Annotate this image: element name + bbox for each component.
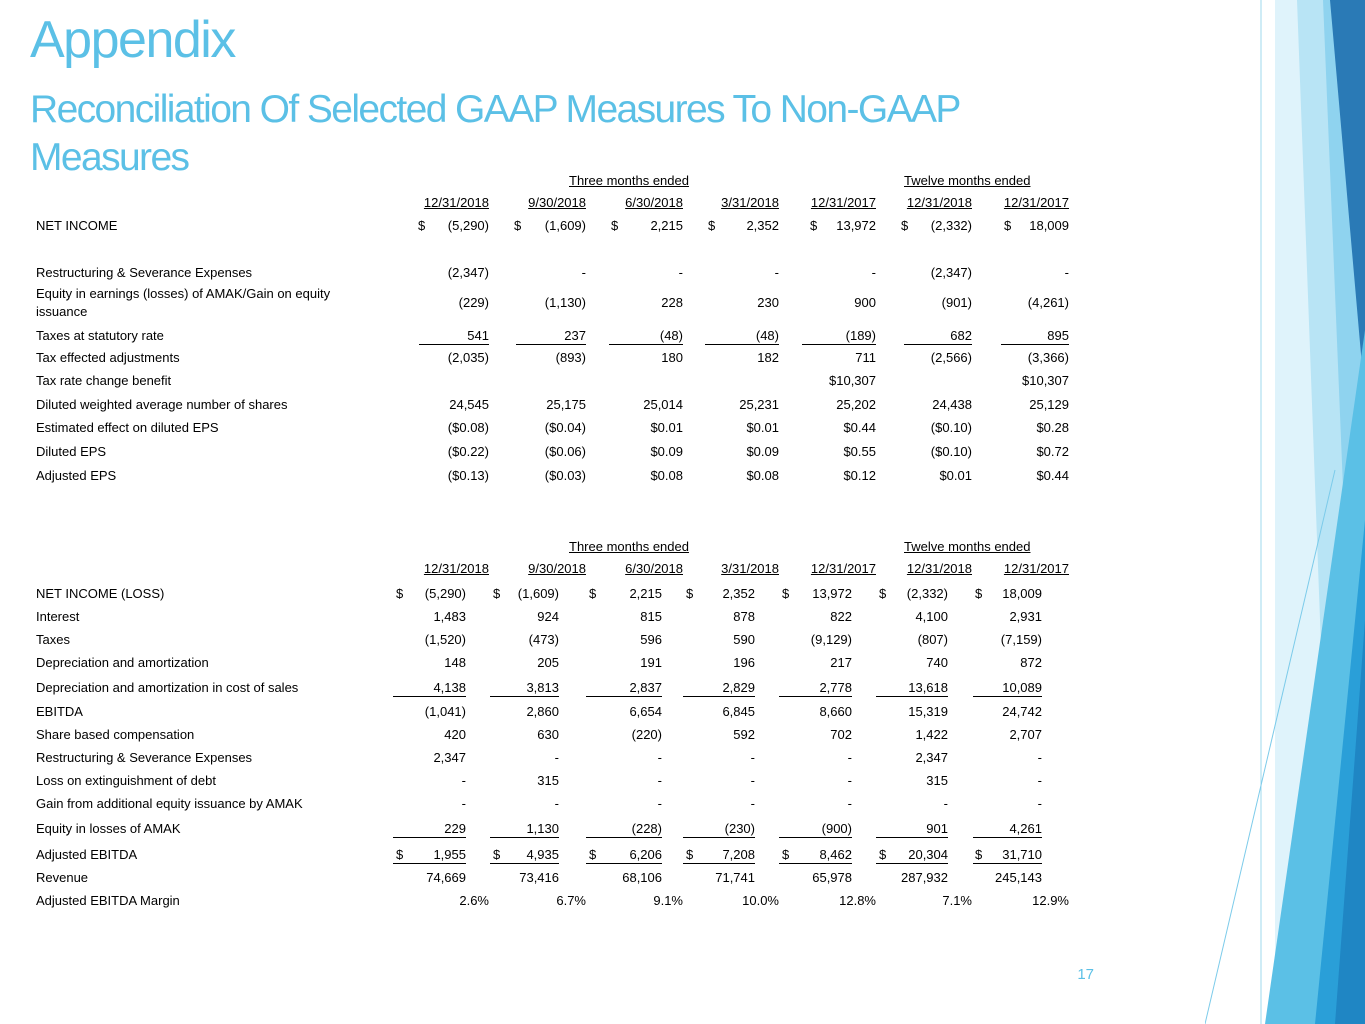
table-cell: (2,035) [447,350,489,365]
currency-symbol: $ [396,586,404,601]
table-cell: 4,100 [915,609,948,624]
table-cell: (1,609) [544,218,586,233]
table-cell: 4,261 [973,821,1042,838]
table-cell: 25,202 [836,397,876,412]
column-header: 12/31/2017 [810,195,876,210]
column-header: 12/31/2018 [423,195,489,210]
row-label: EBITDA [36,704,83,719]
currency-symbol: $ [1004,218,1012,233]
table-cell: (1,520) [424,632,466,647]
column-header: 3/31/2018 [721,561,779,576]
table-cell: $0.44 [1036,468,1069,483]
table-cell: 2,778 [779,680,852,697]
table-cell: ($0.08) [447,420,489,435]
table-cell: - [750,773,755,788]
table-cell: (228) [586,821,662,838]
table-row [0,605,1100,627]
table-cell: 73,416 [519,870,559,885]
table-cell: $0.09 [746,444,779,459]
column-header: 6/30/2018 [625,561,683,576]
row-label: Tax rate change benefit [36,373,172,388]
table-cell: 2,931 [1009,609,1042,624]
table-cell: - [657,773,662,788]
table-cell: - [847,750,852,765]
table-cell: 7.1% [942,893,972,908]
table-cell: (893) [555,350,586,365]
table-cell: - [871,265,876,280]
table-cell: ($0.10) [930,444,972,459]
table-cell: 25,014 [643,397,683,412]
table-cell: 13,972 [836,218,876,233]
currency-symbol: $ [396,847,404,862]
group-header-three-months: Three months ended [569,539,689,554]
table-cell: (2,566) [930,350,972,365]
table-cell: 9.1% [653,893,683,908]
table-cell: 25,175 [546,397,586,412]
row-label: NET INCOME [36,218,118,233]
row-label: Depreciation and amortization [36,655,209,670]
table-cell: (5,290) [424,586,466,601]
table-cell: (807) [917,632,948,647]
table-cell: $0.55 [843,444,876,459]
table-cell: 1,955 [393,847,466,864]
table-cell: 182 [757,350,779,365]
table-cell: (5,290) [447,218,489,233]
table-row [0,464,1100,486]
table-cell: (901) [941,295,972,310]
table-cell: $0.01 [650,420,683,435]
table-row [0,792,1100,814]
table-cell: ($0.13) [447,468,489,483]
table-cell: 2,707 [1009,727,1042,742]
table-cell: 12.9% [1032,893,1069,908]
table-cell: 148 [444,655,466,670]
currency-symbol: $ [686,847,694,862]
table-cell: 924 [537,609,559,624]
row-label: Depreciation and amortization in cost of sales [36,680,299,695]
table-row [0,700,1100,722]
table-cell: 25,231 [739,397,779,412]
table-cell: (230) [683,821,755,838]
group-header-three-months: Three months ended [569,173,689,188]
currency-symbol: $ [901,218,909,233]
table-cell: 13,618 [876,680,948,697]
decorative-side-panel [1205,0,1365,1024]
table-cell: 630 [537,727,559,742]
table-cell: 71,741 [715,870,755,885]
table-cell: $0.12 [843,468,876,483]
table-row [0,286,1100,319]
table-cell: 205 [537,655,559,670]
table-cell: 815 [640,609,662,624]
table-cell: 596 [640,632,662,647]
row-label: Taxes [36,632,70,647]
table-cell: 228 [661,295,683,310]
table-cell: - [1037,750,1042,765]
table-cell: 2,347 [915,750,948,765]
row-label: Restructuring & Severance Expenses [36,265,253,280]
column-header: 12/31/2018 [906,561,972,576]
table-cell: 2,215 [650,218,683,233]
table-cell: 8,462 [779,847,852,864]
currency-symbol: $ [493,586,501,601]
table-cell: 4,138 [393,680,466,697]
group-header-twelve-months: Twelve months ended [904,539,1031,554]
table-cell: 230 [757,295,779,310]
row-label: NET INCOME (LOSS) [36,586,165,601]
table-cell: 711 [855,350,876,365]
table-cell: 682 [904,328,972,345]
table-cell: - [750,796,755,811]
table-cell: ($0.06) [544,444,586,459]
table-cell: 590 [733,632,755,647]
column-header: 9/30/2018 [528,561,586,576]
table-cell: - [847,796,852,811]
table-row [0,746,1100,768]
table-cell: (189) [802,328,876,345]
table-cell: ($0.10) [930,420,972,435]
currency-symbol: $ [975,847,983,862]
table-cell: 2.6% [459,893,489,908]
table-cell: 10,089 [973,680,1042,697]
table-row [0,651,1100,673]
table-cell: 872 [1020,655,1042,670]
column-header: 9/30/2018 [528,195,586,210]
table-cell: 822 [830,609,852,624]
table-cell: (1,609) [517,586,559,601]
table-cell: 2,215 [629,586,662,601]
currency-symbol: $ [514,218,522,233]
table-cell: - [461,796,466,811]
table-row [0,723,1100,745]
table-cell: 65,978 [812,870,852,885]
table-row [0,769,1100,791]
currency-symbol: $ [418,218,426,233]
table-cell: 1,422 [915,727,948,742]
table-cell: 191 [640,655,662,670]
table-cell: ($0.03) [544,468,586,483]
column-header: 12/31/2017 [1003,195,1069,210]
currency-symbol: $ [879,586,887,601]
table-cell: (1,041) [424,704,466,719]
table-cell: ($0.04) [544,420,586,435]
table-cell: $0.72 [1036,444,1069,459]
table-cell: 180 [661,350,683,365]
table-cell: 287,932 [901,870,948,885]
table-cell: 74,669 [426,870,466,885]
table-cell: - [678,265,683,280]
table-cell: (2,347) [447,265,489,280]
row-label: Interest [36,609,80,624]
table-cell: 878 [733,609,755,624]
table-row [0,214,1100,236]
table-cell: - [847,773,852,788]
table-cell: 4,935 [490,847,559,864]
row-label: Diluted EPS [36,444,107,459]
table-cell: (220) [631,727,662,742]
table-row [0,676,1100,698]
table-cell: (2,347) [930,265,972,280]
row-label: Estimated effect on diluted EPS [36,420,219,435]
table-cell: 2,837 [586,680,662,697]
table-row [0,261,1100,283]
table-cell: 3,813 [490,680,559,697]
currency-symbol: $ [589,847,597,862]
table-cell: (9,129) [810,632,852,647]
table-row [0,346,1100,368]
table-cell: $0.09 [650,444,683,459]
table-row [0,843,1100,865]
table-cell: 13,972 [812,586,852,601]
table-cell: - [461,773,466,788]
table-cell: (473) [528,632,559,647]
table-cell: - [657,796,662,811]
table-cell: 702 [830,727,852,742]
table-cell: 20,304 [876,847,948,864]
page-number: 17 [1077,966,1094,983]
row-label: Diluted weighted average number of shares [36,397,288,412]
table-cell: 541 [419,328,489,345]
table-cell: 6,654 [629,704,662,719]
table-row [0,369,1100,391]
row-label: Adjusted EPS [36,468,117,483]
table-cell: 315 [537,773,559,788]
table-cell: 740 [926,655,948,670]
column-header: 12/31/2018 [423,561,489,576]
table-cell: 10.0% [742,893,779,908]
table-cell: 2,352 [722,586,755,601]
table-cell: - [657,750,662,765]
currency-symbol: $ [686,586,694,601]
row-label: Taxes at statutory rate [36,328,164,343]
table-cell: - [774,265,779,280]
table-cell: 12.8% [839,893,876,908]
currency-symbol: $ [975,586,983,601]
page-title: Appendix [30,11,235,69]
table-row [0,324,1100,346]
table-cell: - [943,796,948,811]
table-cell: 229 [393,821,466,838]
row-label: Equity in earnings (losses) of AMAK/Gain on equity issuance [36,286,331,319]
table-cell: 245,143 [995,870,1042,885]
row-label: Adjusted EBITDA Margin [36,893,180,908]
table-cell: - [554,750,559,765]
table-cell: 18,009 [1029,218,1069,233]
table-cell: $10,307 [1022,373,1069,388]
table-cell: ($0.22) [447,444,489,459]
table-cell: 25,129 [1029,397,1069,412]
table-cell: 18,009 [1002,586,1042,601]
table-cell: - [581,265,586,280]
row-label: Loss on extinguishment of debt [36,773,216,788]
table-cell: 24,742 [1002,704,1042,719]
table-cell: $0.28 [1036,420,1069,435]
table-row [0,628,1100,650]
currency-symbol: $ [589,586,597,601]
table-cell: 68,106 [622,870,662,885]
table-row [0,440,1100,462]
table-cell: 1,130 [490,821,559,838]
table-row [0,416,1100,438]
table-cell: 6,845 [722,704,755,719]
column-header: 12/31/2017 [1003,561,1069,576]
table-cell: (2,332) [930,218,972,233]
table-cell: 24,545 [449,397,489,412]
table-cell: 895 [1001,328,1069,345]
table-cell: $0.08 [650,468,683,483]
table-row [0,393,1100,415]
table-cell: 6.7% [556,893,586,908]
table-cell: 900 [854,295,876,310]
table-cell: $0.01 [746,420,779,435]
table-cell: (229) [458,295,489,310]
table-cell: - [1037,796,1042,811]
table-cell: $10,307 [829,373,876,388]
table-cell: 217 [830,655,852,670]
currency-symbol: $ [493,847,501,862]
table-cell: (48) [609,328,683,345]
table-row [0,866,1100,888]
table-cell: 2,860 [526,704,559,719]
table-cell: (3,366) [1027,350,1069,365]
currency-symbol: $ [782,847,790,862]
table-cell: $0.01 [939,468,972,483]
row-label: Tax effected adjustments [36,350,180,365]
column-header: 12/31/2017 [810,561,876,576]
currency-symbol: $ [879,847,887,862]
table-cell: - [750,750,755,765]
table-cell: (900) [779,821,852,838]
table-cell: 31,710 [973,847,1042,864]
table-cell: 1,483 [433,609,466,624]
table-cell: (2,332) [906,586,948,601]
table-cell: (7,159) [1000,632,1042,647]
table-cell: 237 [516,328,586,345]
table-cell: 6,206 [586,847,662,864]
row-label: Restructuring & Severance Expenses [36,750,253,765]
table-cell: 15,319 [908,704,948,719]
table-cell: 420 [444,727,466,742]
table-cell: 8,660 [819,704,852,719]
table-cell: - [554,796,559,811]
row-label: Adjusted EBITDA [36,847,138,862]
table-cell: - [1064,265,1069,280]
table-cell: (4,261) [1027,295,1069,310]
currency-symbol: $ [782,586,790,601]
table-cell: (1,130) [544,295,586,310]
page-subtitle: Reconciliation Of Selected GAAP Measures To Non-GAAP Measures [30,88,960,179]
currency-symbol: $ [708,218,716,233]
table-cell: 2,352 [746,218,779,233]
table-cell: 592 [733,727,755,742]
currency-symbol: $ [810,218,818,233]
table-cell: $0.08 [746,468,779,483]
table-cell: - [1037,773,1042,788]
table-cell: 2,347 [433,750,466,765]
table-cell: 196 [733,655,755,670]
column-header: 6/30/2018 [625,195,683,210]
row-label: Share based compensation [36,727,195,742]
row-label: Equity in losses of AMAK [36,821,181,836]
table-cell: (48) [705,328,779,345]
column-header: 12/31/2018 [906,195,972,210]
table-row [0,817,1100,839]
table-row [0,889,1100,911]
table-cell: 315 [926,773,948,788]
table-cell: $0.44 [843,420,876,435]
table-cell: 24,438 [932,397,972,412]
table-cell: 901 [876,821,948,838]
table-row [0,582,1100,604]
row-label: Gain from additional equity issuance by AMAK [36,796,303,811]
row-label: Revenue [36,870,89,885]
table-cell: 7,208 [683,847,755,864]
currency-symbol: $ [611,218,619,233]
column-header: 3/31/2018 [721,195,779,210]
group-header-twelve-months: Twelve months ended [904,173,1031,188]
table-cell: 2,829 [683,680,755,697]
